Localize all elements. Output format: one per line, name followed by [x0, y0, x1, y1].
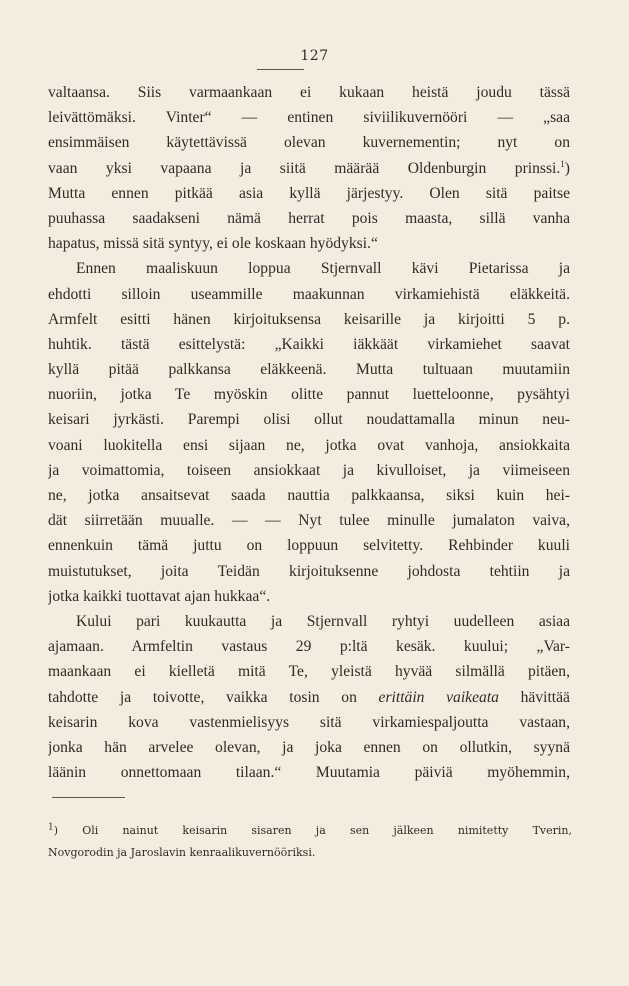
text-segment: ensimmäisen käytettävissä olevan kuvernementin; nyt on: [48, 134, 570, 152]
footnote-line-1-text: ) Oli nainut keisarin sisaren ja sen jälkeen nimitetty Tverin,: [53, 824, 572, 837]
footnote-line: [48, 820, 572, 842]
text-segment: ennenkuin tämä juttu on loppuun selvitetty. Rehbinder kuuli: [48, 537, 570, 555]
text-segment: voani luokitella ensi sijaan ne, jotka ovat vanhoja, ansiokkaita: [48, 436, 570, 454]
text-line: [48, 382, 570, 407]
text-line: [48, 357, 570, 382]
text-line: [48, 105, 570, 130]
text-line: [48, 710, 570, 735]
page-number: 127: [300, 48, 329, 64]
text-segment: maankaan ei kielletä mitä Te, yleistä hyvää silmällä pitäen,: [48, 663, 570, 681]
text-segment: hävittää: [498, 688, 570, 706]
text-segment: keisari jyrkästi. Parempi olisi ollut noudattamalla minun neu-: [48, 411, 570, 429]
text-line: [48, 433, 570, 458]
text-segment: keisarin kova vastenmielisyys sitä virkamiespaljoutta vastaan,: [48, 713, 570, 731]
text-line: [48, 533, 570, 558]
text-line: [48, 407, 570, 432]
text-segment: puuhassa saadakseni nämä herrat pois maasta, sillä vanha: [48, 209, 570, 227]
footnote-reference: 1: [560, 158, 565, 169]
text-line: [48, 256, 570, 281]
text-segment: jotka kaikki tuottavat ajan hukkaa“.: [48, 587, 271, 605]
text-line: [48, 80, 570, 105]
text-segment: leivättömäksi. Vinter“ — entinen siviilikuvernööri — „saa: [48, 109, 570, 127]
text-line: [48, 559, 570, 584]
text-line: [48, 760, 570, 785]
text-segment: jonka hän arvelee olevan, ja joka ennen on ollutkin, syynä: [48, 738, 570, 756]
text-segment: dät siirretään muualle. — — Nyt tulee minulle jumalaton vaiva,: [48, 512, 570, 530]
text-segment: ehdotti silloin useammille maakunnan virkamiehistä eläkkeitä.: [48, 285, 570, 303]
text-line: [48, 735, 570, 760]
text-segment: ne, jotka ansaitsevat saada nauttia palkkaansa, siksi kuin hei-: [48, 487, 570, 504]
text-line: [48, 130, 570, 155]
text-segment: vaan yksi vapaana ja siitä määrää Oldenburgin prinssi.: [48, 159, 561, 177]
text-segment: huhtik. tästä esittelystä: „Kaikki iäkkäät virkamiehet saavat: [48, 335, 570, 353]
text-line: [48, 483, 570, 508]
text-line: [48, 659, 570, 684]
page-number-rule: [257, 69, 304, 70]
text-line: [48, 231, 570, 256]
text-line: [48, 609, 570, 634]
text-line: [48, 634, 570, 659]
text-segment: Mutta ennen pitkää asia kyllä järjestyy. Olen sitä paitse: [48, 184, 570, 202]
text-segment: nuoriin, jotka Te myöskin olitte pannut luetteloonne, pysähtyi: [48, 386, 570, 404]
emphasized-text: erittäin vaikeata: [378, 688, 499, 706]
text-segment: ): [564, 159, 570, 177]
text-segment: tahdotte ja toivotte, vaikka tosin on: [48, 688, 379, 706]
text-line: [48, 458, 570, 483]
text-line: [48, 282, 570, 307]
text-segment: valtaansa. Siis varmaankaan ei kukaan heistä joudu tässä: [48, 84, 570, 101]
footnote: [48, 820, 572, 864]
text-line: [48, 181, 570, 206]
footnote-line-2-text: Novgorodin ja Jaroslavin kenraalikuvernööriksi.: [48, 846, 316, 859]
text-segment: Armfelt esitti hänen kirjoituksensa keisarille ja kirjoitti 5 p.: [48, 310, 570, 328]
text-segment: kyllä pitää palkkansa eläkkeenä. Mutta tultuaan muutamiin: [48, 361, 570, 379]
text-segment: Kului pari kuukautta ja Stjernvall ryhtyi uudelleen asiaa: [76, 612, 570, 630]
text-line: [48, 685, 570, 710]
body-text: [48, 80, 570, 785]
text-line: [48, 307, 570, 332]
text-line: [48, 206, 570, 231]
text-line: [48, 584, 570, 609]
footnote-line: [48, 842, 572, 864]
text-segment: hapatus, missä sitä syntyy, ei ole koskaan hyödyksi.“: [48, 235, 378, 253]
text-segment: Ennen maaliskuun loppua Stjernvall kävi Pietarissa ja: [76, 260, 570, 278]
text-segment: ja voimattomia, toiseen ansiokkaat ja kivulloiset, ja viimeiseen: [48, 461, 570, 479]
text-line: [48, 508, 570, 533]
text-segment: muistutukset, joita Teidän kirjoituksenne johdosta tehtiin ja: [48, 562, 570, 580]
text-segment: ajamaan. Armfeltin vastaus 29 p:ltä kesäk. kuului; „Var-: [48, 638, 570, 656]
text-line: [48, 156, 570, 181]
footnote-rule: [52, 797, 125, 798]
text-segment: läänin onnettomaan tilaan.“ Muutamia päiviä myöhemmin,: [48, 764, 570, 782]
text-line: [48, 332, 570, 357]
footnote-marker: 1: [48, 822, 54, 833]
